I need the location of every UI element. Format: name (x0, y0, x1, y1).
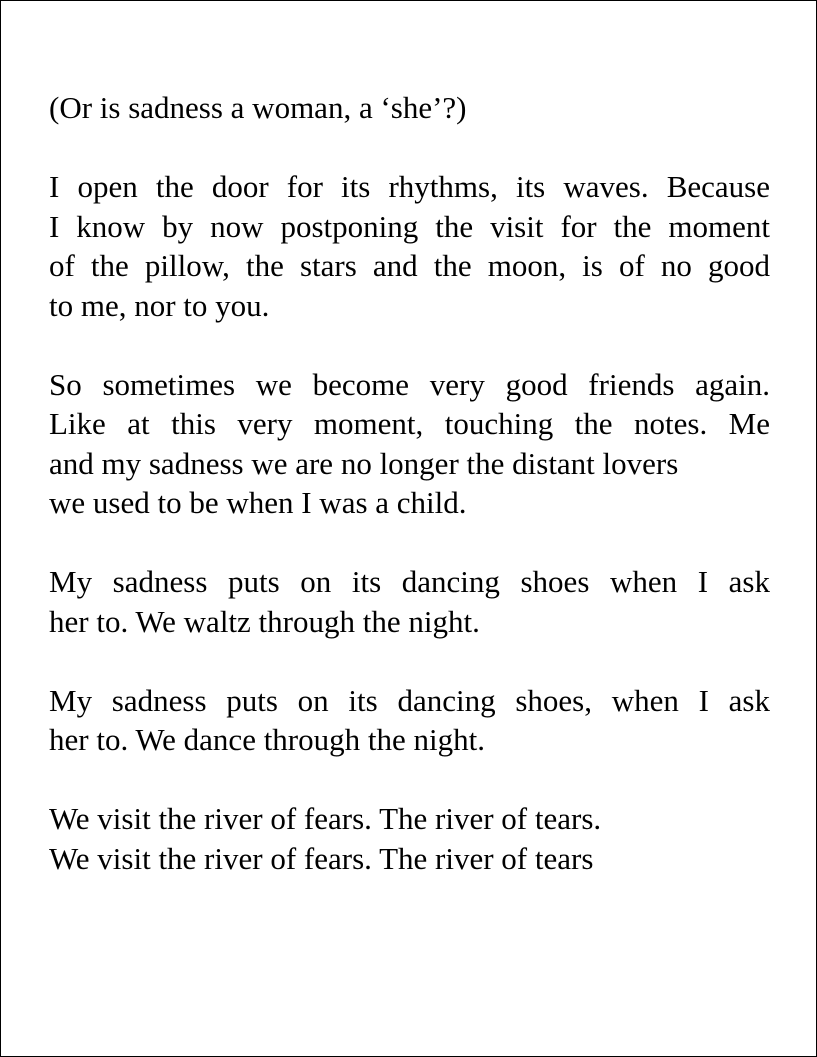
text-line: to me, nor to you. (49, 287, 270, 323)
text-line: I know by now postponing the visit for the moment (49, 208, 770, 244)
text-line: her to. We waltz through the night. (49, 603, 480, 639)
paragraph-5 (49, 681, 770, 760)
text-line: My sadness puts on its dancing shoes when I ask (49, 564, 770, 599)
paragraph-3 (49, 365, 770, 523)
paragraph-6 (49, 799, 770, 878)
poem-text (49, 88, 770, 918)
text-line: we used to be when I was a child. (49, 485, 467, 520)
text-line: My sadness puts on its dancing shoes, when I ask (49, 682, 770, 718)
text-line: We visit the river of fears. The river of tears (49, 840, 594, 876)
paragraph-4 (49, 562, 770, 641)
paragraph-2 (49, 167, 770, 325)
text-line: I open the door for its rhythms, its waves. Because (49, 169, 770, 204)
text-line: her to. We dance through the night. (49, 722, 485, 757)
text-line: and my sadness we are no longer the distant lovers (49, 445, 679, 481)
paragraph-1 (49, 88, 770, 128)
text-line: We visit the river of fears. The river of tears. (49, 801, 602, 836)
text-line: Like at this very moment, touching the notes. Me (49, 406, 770, 441)
text-line: (Or is sadness a woman, a ‘she’?) (49, 90, 467, 125)
text-line: So sometimes we become very good friends again. (49, 366, 770, 402)
text-line: of the pillow, the stars and the moon, is of no good (49, 248, 770, 283)
